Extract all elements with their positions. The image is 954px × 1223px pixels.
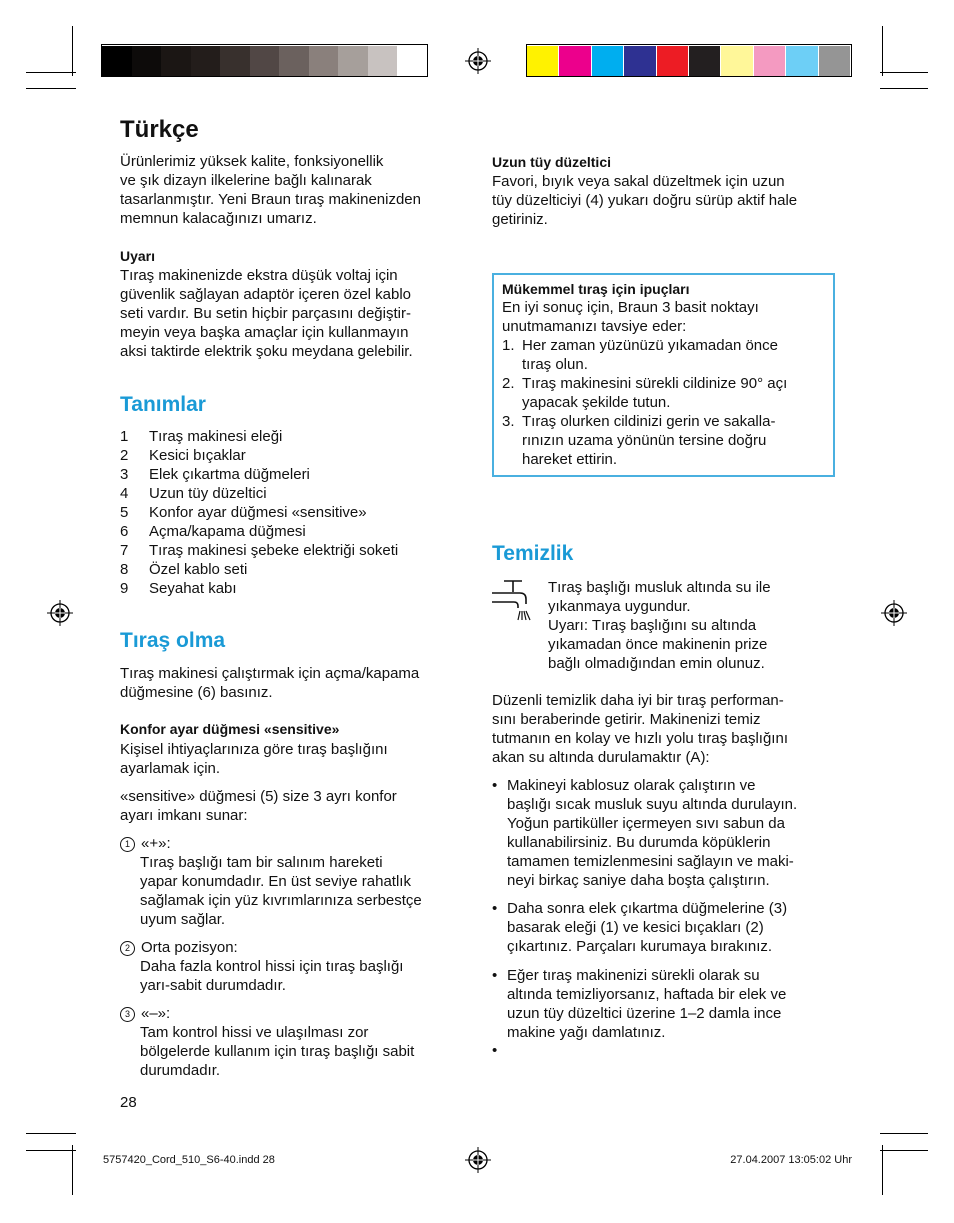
warning-paragraph [120,266,465,361]
list-item [120,427,465,446]
text-line: Tıraş başlığı musluk altında su ile [548,579,771,596]
text-line: unutmamanızı tavsiye eder: [502,318,687,335]
text-line: Yoğun partiküller içermeyen sıvı sabun da [507,815,785,832]
text-line: yapar konumdadır. En üst seviye rahatlık [140,873,411,890]
text-line: Tıraş makinesini sürekli cildinize 90° açı [522,375,788,392]
color-swatch [559,46,590,76]
text-line: getiriniz. [492,211,548,228]
trimmer-paragraph [492,172,837,229]
text-line: kullanabilirsiniz. Bu durumda köpüklerin [507,834,771,851]
color-swatch [721,46,752,76]
intro-paragraph [120,152,465,228]
color-swatch [689,46,720,76]
text-line: tasarlanmıştır. Yeni Braun tıraş makinenizden [120,191,421,208]
text-line: memnun kalacağınızı umarız. [120,210,317,227]
item-number: 1 [120,428,129,445]
tips-content [502,280,827,469]
item-number: 6 [120,523,129,540]
crop-mark [882,1145,883,1195]
item-text: Açma/kapama düğmesi [149,523,306,540]
circled-number-icon: 1 [120,837,135,852]
text-line: bölgelerde kullanım için tıraş başlığı sabit [140,1043,415,1060]
footer-date: 27.04.2007 13:05:02 Uhr [730,1154,852,1166]
list-item [120,465,465,484]
cleaning-bullet-3 [492,966,837,1042]
page-number: 28 [120,1094,137,1111]
text-line: hareket ettirin. [522,451,618,468]
list-item [120,503,465,522]
item-text: Tıraş makinesi şebeke elektriği soketi [149,542,399,559]
item-text: Özel kablo seti [149,561,248,578]
text-line: güvenlik sağlayan adaptör içeren özel kablo [120,286,412,303]
crop-mark [26,88,76,89]
bullet-icon: • [492,900,498,917]
item-number: 3. [502,413,515,430]
footer-file-info: 5757420_Cord_510_S6-40.indd 28 [103,1154,275,1166]
item-number: 9 [120,580,129,597]
mode-label: Orta pozisyon: [141,939,238,956]
text-line: bağlı olmadığından emin olunuz. [548,655,765,672]
text-line: altında temizliyorsanız, haftada bir elek ve [507,986,787,1003]
registration-mark-icon [465,48,491,74]
text-line: meyin veya başka amaçlar için kullanmayın [120,324,409,341]
item-text: Tıraş makinesi eleği [149,428,283,445]
cleaning-intro [492,691,837,767]
text-line: Düzenli temizlik daha iyi bir tıraş performan- [492,692,784,709]
item-number: 1. [502,337,515,354]
text-line: Favori, bıyık veya sakal düzeltmek için uzun [492,173,785,190]
item-number: 7 [120,542,129,559]
comfort-paragraph [120,740,465,778]
text-line: Tıraş makinenizde ekstra düşük voltaj için [120,267,398,284]
color-swatch [527,46,558,76]
text-line: Ürünlerimiz yüksek kalite, fonksiyonellik [120,153,384,170]
crop-mark [880,88,928,89]
text-line: ve şık dizayn ilkelerine bağlı kalınarak [120,172,372,189]
shaving-intro [120,664,465,702]
color-swatch [132,46,162,76]
color-swatch [220,46,250,76]
mode-3 [120,1004,465,1080]
descriptions-heading: Tanımlar [120,393,206,416]
text-line: aksi taktirde elektrik şoku meydana gelebilir. [120,343,413,360]
mode-1 [120,834,465,929]
text-line: Daha fazla kontrol hissi için tıraş başlığı [140,958,404,975]
text-line: makine yağı damlatınız. [507,1024,666,1041]
text-line: rınızın uzama yönünün tersine doğru [522,432,767,449]
bullet-icon: • [492,777,498,794]
crop-mark [880,1150,928,1151]
text-line: Kişisel ihtiyaçlarınıza göre tıraş başlığını [120,741,388,758]
item-text: Kesici bıçaklar [149,447,246,464]
text-line: ayarı imkanı sunar: [120,807,248,824]
trimmer-heading: Uzun tüy düzeltici [492,154,611,170]
text-line: akan su altında durulamaktır (A): [492,749,710,766]
item-text: Seyahat kabı [149,580,237,597]
item-number: 3 [120,466,129,483]
text-line: uzun tüy düzeltici üzerine 1–2 damla ince [507,1005,782,1022]
color-swatch [250,46,280,76]
cleaning-heading: Temizlik [492,542,574,565]
item-number: 2. [502,375,515,392]
text-line: Her zaman yüzünüzü yıkamadan önce [522,337,778,354]
text-line: uyum sağlar. [140,911,226,928]
color-swatch [191,46,221,76]
sensitive-paragraph [120,787,465,825]
color-swatch [819,46,850,76]
list-item [120,541,465,560]
list-item [120,579,465,598]
text-line: ayarlamak için. [120,760,221,777]
text-line: Tıraş olurken cildinizi gerin ve sakalla- [522,413,776,430]
crop-mark [26,1133,76,1134]
list-item [120,484,465,503]
text-line: Tam kontrol hissi ve ulaşılması zor [140,1024,369,1041]
text-line: Daha sonra elek çıkartma düğmelerine (3) [507,900,788,917]
mode-label: «+»: [141,835,171,852]
text-line: sağlamak için yüz kıvrımlarınıza serbestçe [140,892,422,909]
color-swatch [786,46,817,76]
registration-mark-icon [465,1147,491,1173]
color-swatch [368,46,398,76]
text-line: Tıraş makinesi çalıştırmak için açma/kapama [120,665,420,682]
registration-mark-icon [881,600,907,626]
item-number: 5 [120,504,129,521]
page-title: Türkçe [120,116,199,143]
mode-2 [120,938,465,995]
text-line: En iyi sonuç için, Braun 3 basit noktayı [502,299,759,316]
text-line: tüy düzelticiyi (4) yukarı doğru sürüp aktif hale [492,192,798,209]
text-line: yıkamadan önce makinenin prize [548,636,768,653]
item-number: 8 [120,561,129,578]
list-item [120,522,465,541]
text-line: «sensitive» düğmesi (5) size 3 ayrı konfor [120,788,397,805]
shaving-heading: Tıraş olma [120,629,226,652]
registration-mark-icon [47,600,73,626]
text-line: yıkanmaya uygundur. [548,598,691,615]
item-number: 2 [120,447,129,464]
tips-heading: Mükemmel tıraş için ipuçları [502,281,690,297]
bullet-icon: • [492,1042,498,1059]
color-swatch [754,46,785,76]
text-line: tıraş olun. [522,356,588,373]
list-item [502,374,827,412]
faucet-note [548,578,838,673]
cleaning-bullet-4 [492,1041,837,1060]
item-text: Uzun tüy düzeltici [149,485,267,502]
text-line: sını beraberinde getirir. Makinenizi temiz [492,711,761,728]
item-number: 4 [120,485,129,502]
color-swatch [161,46,191,76]
crop-mark [880,1133,928,1134]
text-line: Uyarı: Tıraş başlığını su altında [548,617,757,634]
crop-mark [26,1150,76,1151]
text-line: neyi birkaç saniye daha boşta çalıştırın. [507,872,770,889]
text-line: başlığı sıcak musluk suyu altında durulayın. [507,796,798,813]
comfort-heading: Konfor ayar düğmesi «sensitive» [120,721,340,737]
text-line: yapacak şekilde tutun. [522,394,671,411]
mode-label: «–»: [141,1005,171,1022]
bullet-icon: • [492,967,498,984]
descriptions-list [120,427,465,598]
text-line: yarı-sabit durumdadır. [140,977,286,994]
text-line: Tıraş başlığı tam bir salınım hareketi [140,854,383,871]
crop-mark [26,72,76,73]
color-swatch [397,46,427,76]
circled-number-icon: 2 [120,941,135,956]
faucet-icon [490,578,542,622]
color-swatch [624,46,655,76]
text-line: seti vardır. Bu setin hiçbir parçasını değiştir- [120,305,411,322]
text-line: çıkartınız. Parçaları kurumaya bırakınız. [507,938,773,955]
text-line: düğmesine (6) basınız. [120,684,273,701]
list-item [120,560,465,579]
crop-mark [72,1145,73,1195]
item-text: Konfor ayar düğmesi «sensitive» [149,504,367,521]
color-swatch [338,46,368,76]
crop-mark [882,26,883,76]
list-item [502,336,827,374]
cleaning-bullet-1 [492,776,837,890]
color-swatch [657,46,688,76]
crop-mark [880,72,928,73]
crop-mark [72,26,73,76]
circled-number-icon: 3 [120,1007,135,1022]
text-line: basarak eleği (1) ve kesici bıçakları (2) [507,919,764,936]
item-text: Elek çıkartma düğmeleri [149,466,310,483]
list-item [502,412,827,469]
text-line: Eğer tıraş makinenizi sürekli olarak su [507,967,760,984]
warning-heading: Uyarı [120,248,156,264]
text-line: durumdadır. [140,1062,221,1079]
color-swatch [279,46,309,76]
text-line: tutmanın en kolay ve hızlı yolu tıraş başlığını [492,730,788,747]
color-swatch [309,46,339,76]
text-line: tamamen temizlenmesini sağlayın ve maki- [507,853,794,870]
color-swatch [102,46,132,76]
list-item [120,446,465,465]
color-swatch [592,46,623,76]
text-line: Makineyi kablosuz olarak çalıştırın ve [507,777,756,794]
cleaning-bullet-2 [492,899,837,956]
